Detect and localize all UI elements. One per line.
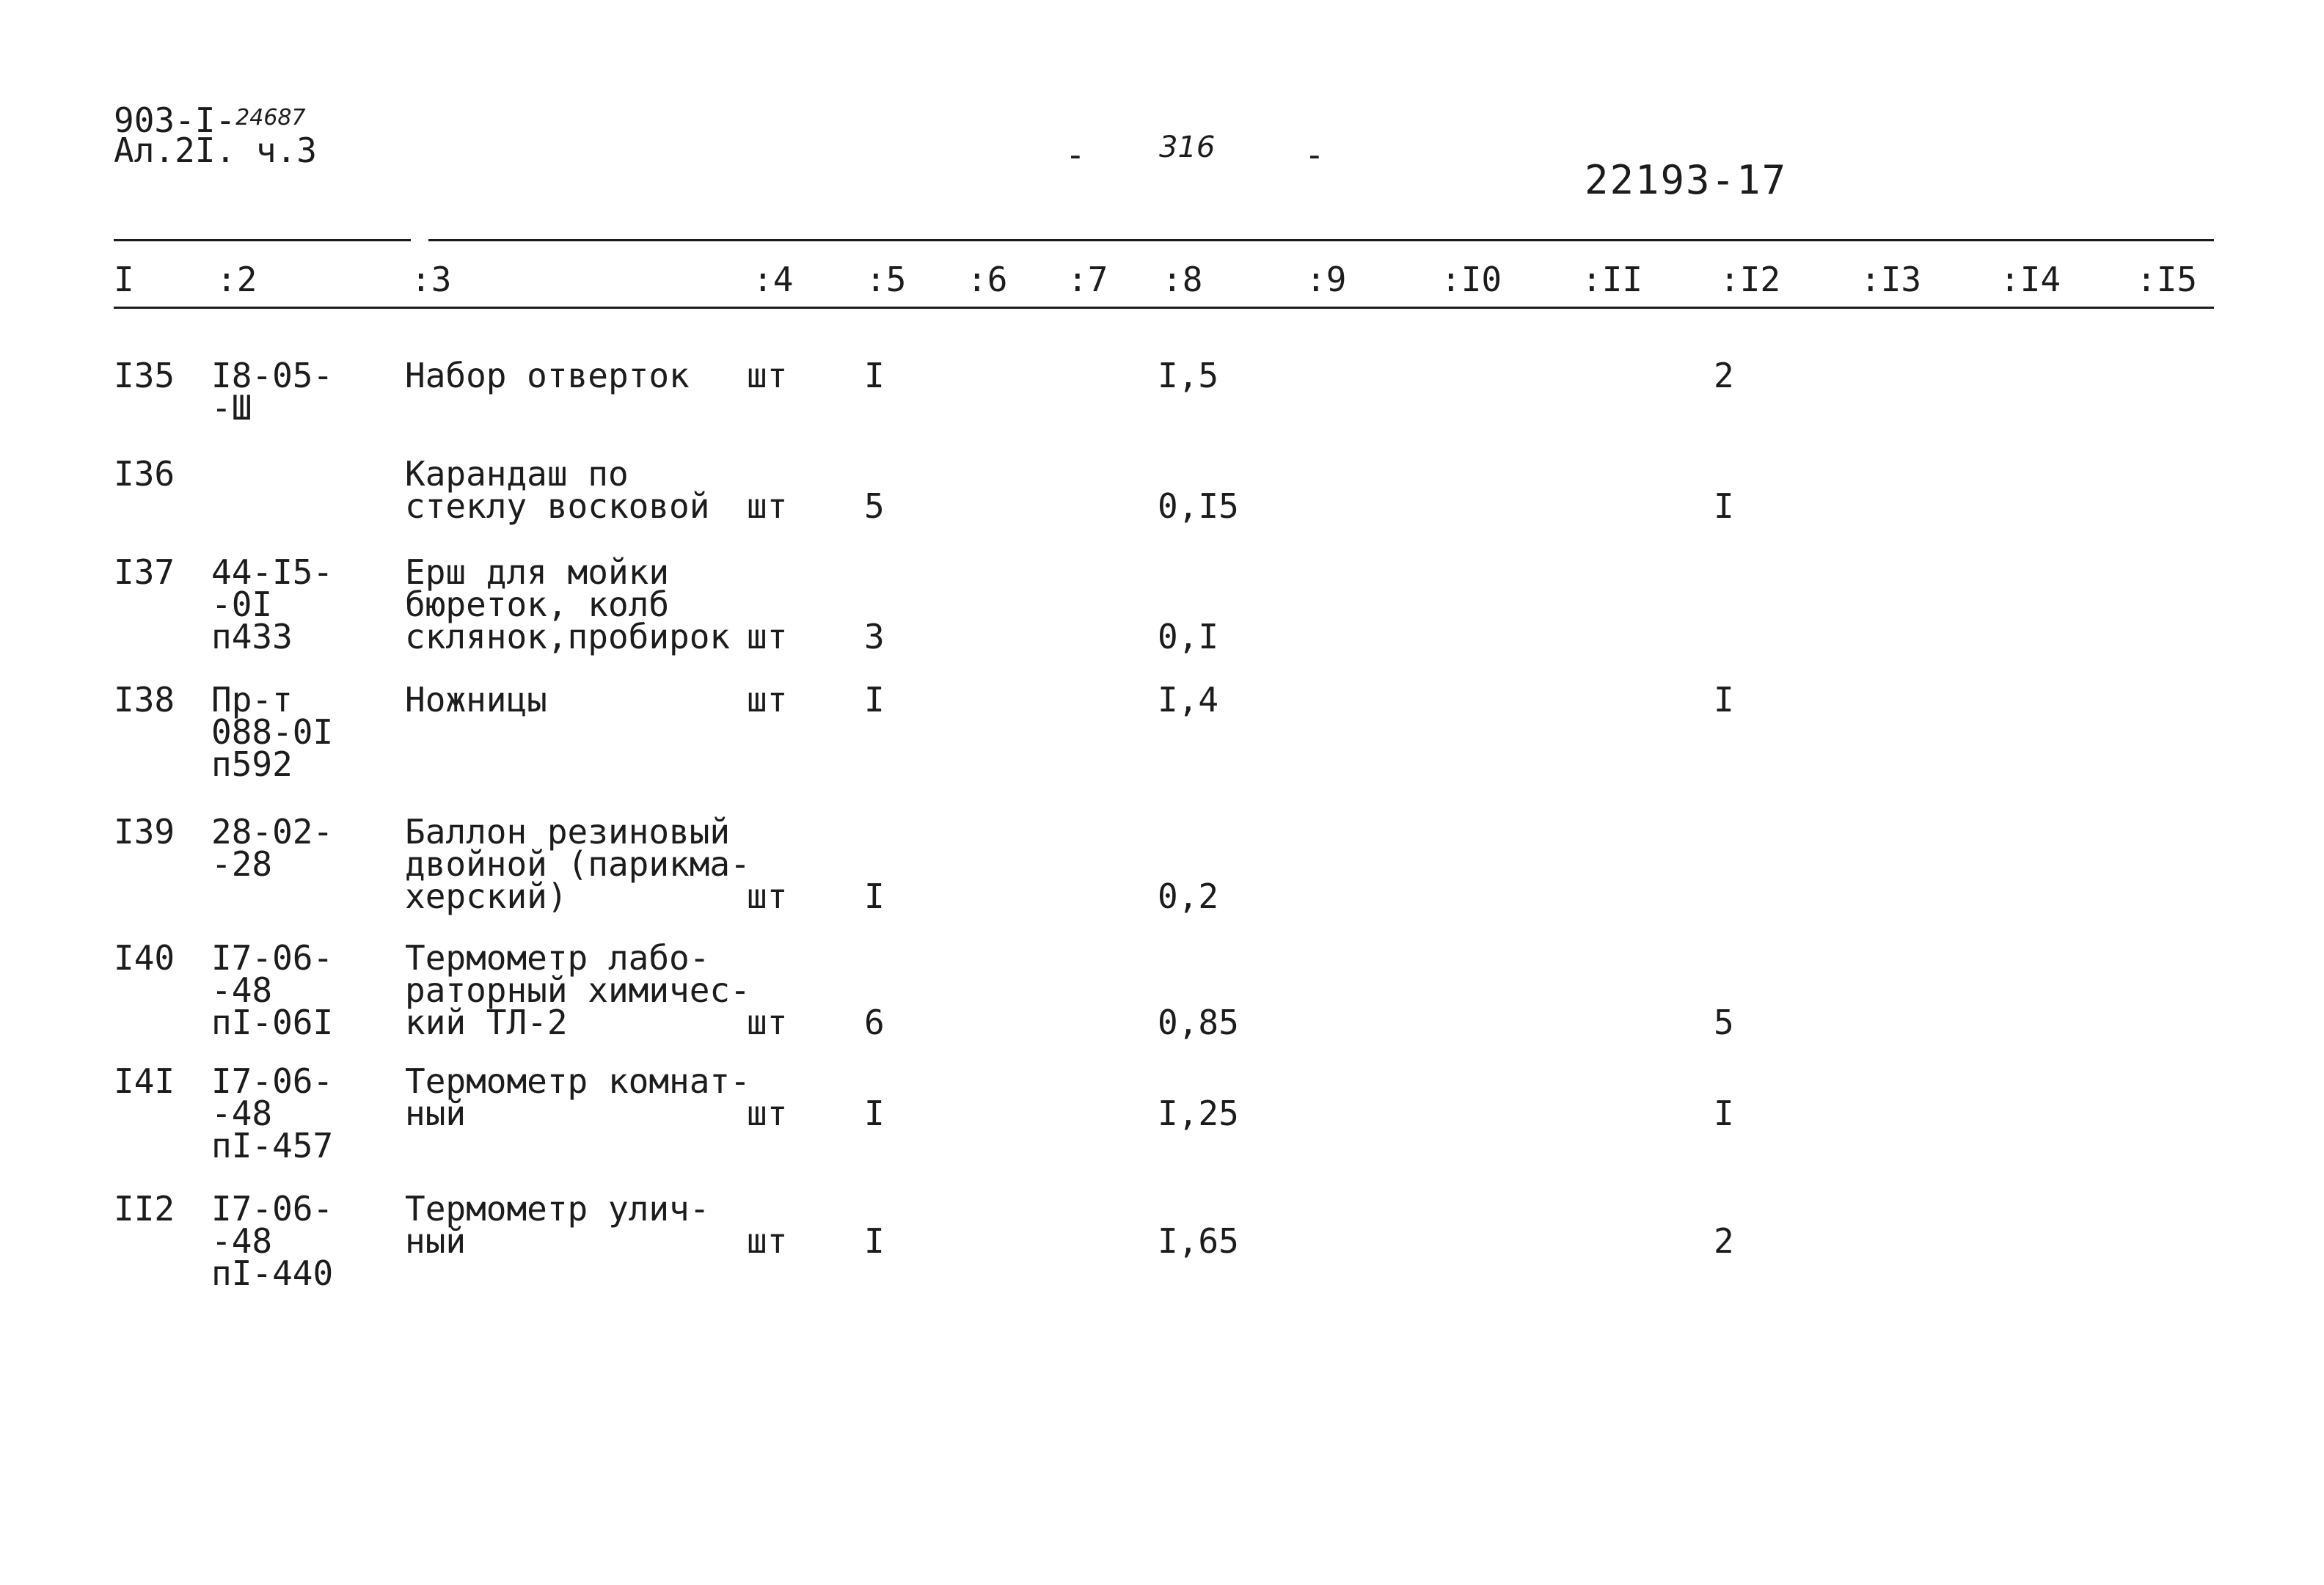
row-value-col8: 0,85 — [1158, 1003, 1239, 1042]
row-name: Баллон резиновый двойной (парикма- херский) — [405, 812, 750, 916]
column-header-4: :4 — [753, 260, 794, 299]
column-header-7: :7 — [1067, 260, 1108, 299]
row-code: Пр-т 088-0I п592 — [211, 680, 334, 784]
row-unit: шт — [747, 876, 788, 916]
header-underline — [114, 307, 2214, 309]
row-number: I37 — [114, 552, 175, 592]
row-value-col12: 2 — [1714, 356, 1734, 395]
row-unit: шт — [747, 680, 788, 720]
row-number: I35 — [114, 356, 175, 395]
column-header-14: :I4 — [2000, 260, 2061, 299]
row-value-col8: 0,I — [1158, 617, 1219, 656]
row-number: I39 — [114, 812, 175, 852]
column-header-13: :I3 — [1860, 260, 1922, 299]
row-unit: шт — [747, 1003, 788, 1042]
column-header-3: :3 — [411, 260, 452, 299]
row-value-col12: I — [1714, 680, 1734, 720]
column-header-2: :2 — [216, 260, 257, 299]
column-header-15: :I5 — [2136, 260, 2198, 299]
row-qty: I — [864, 356, 885, 395]
row-code: 44-I5- -0I п433 — [211, 552, 334, 656]
row-number: I4I — [114, 1061, 175, 1101]
row-qty: I — [864, 876, 885, 916]
row-number: I38 — [114, 680, 175, 720]
album-label: Ал.2I. ч.3 — [114, 131, 317, 170]
row-qty: I — [864, 1094, 885, 1133]
column-header-1: I — [114, 260, 134, 299]
row-unit: шт — [747, 486, 788, 526]
row-value-col12: I — [1714, 486, 1734, 526]
row-name: Термометр лабо- раторный химичес- кий ТЛ-2 — [405, 938, 750, 1042]
row-qty: I — [864, 1221, 885, 1261]
row-value-col8: I,25 — [1158, 1094, 1239, 1133]
page-dash-left: - — [1065, 135, 1086, 175]
row-value-col8: 0,I5 — [1158, 486, 1239, 526]
column-header-6: :6 — [967, 260, 1008, 299]
doc-code-handwritten: 24687 — [235, 105, 306, 131]
row-name: Термометр комнат- ный — [405, 1061, 750, 1133]
stamp-number: 22193-17 — [1585, 157, 1788, 203]
row-value-col8: 0,2 — [1158, 876, 1219, 916]
row-number: I36 — [114, 454, 175, 494]
column-header-12: :I2 — [1720, 260, 1781, 299]
row-unit: шт — [747, 1221, 788, 1261]
row-qty: 6 — [864, 1003, 885, 1042]
top-rule-right — [428, 239, 2214, 241]
doc-code-printed: 903-I- — [114, 100, 236, 140]
page-number: 316 — [1159, 131, 1216, 164]
row-code: 28-02- -28 — [211, 812, 334, 884]
row-name: Термометр улич- ный — [405, 1189, 710, 1261]
row-code: I7-06- -48 пI-06I — [211, 938, 334, 1042]
row-unit: шт — [747, 1094, 788, 1133]
page-dash-right: - — [1304, 135, 1325, 175]
row-value-col12: 5 — [1714, 1003, 1734, 1042]
row-value-col12: I — [1714, 1094, 1734, 1133]
row-value-col12: 2 — [1714, 1221, 1734, 1261]
row-name: Карандаш по стеклу восковой — [405, 454, 710, 526]
row-code: I7-06- -48 пI-440 — [211, 1189, 334, 1293]
row-value-col8: I,65 — [1158, 1221, 1239, 1261]
row-number: II2 — [114, 1189, 175, 1229]
top-rule-left — [114, 239, 411, 241]
row-code: I8-05- -Ш — [211, 356, 334, 428]
row-name: Набор отверток — [405, 356, 690, 395]
row-qty: 5 — [864, 486, 885, 526]
row-code: I7-06- -48 пI-457 — [211, 1061, 334, 1165]
row-number: I40 — [114, 938, 175, 978]
row-unit: шт — [747, 356, 788, 395]
column-header-10: :I0 — [1441, 260, 1502, 299]
column-header-9: :9 — [1306, 260, 1347, 299]
row-qty: 3 — [864, 617, 885, 656]
row-value-col8: I,4 — [1158, 680, 1219, 720]
column-header-8: :8 — [1162, 260, 1203, 299]
column-header-11: :II — [1582, 260, 1643, 299]
row-unit: шт — [747, 617, 788, 656]
row-name: Ножницы — [405, 680, 547, 720]
column-header-5: :5 — [866, 260, 907, 299]
row-name: Ерш для мойки бюреток, колб склянок,пробирок — [405, 552, 731, 656]
row-value-col8: I,5 — [1158, 356, 1219, 395]
row-qty: I — [864, 680, 885, 720]
